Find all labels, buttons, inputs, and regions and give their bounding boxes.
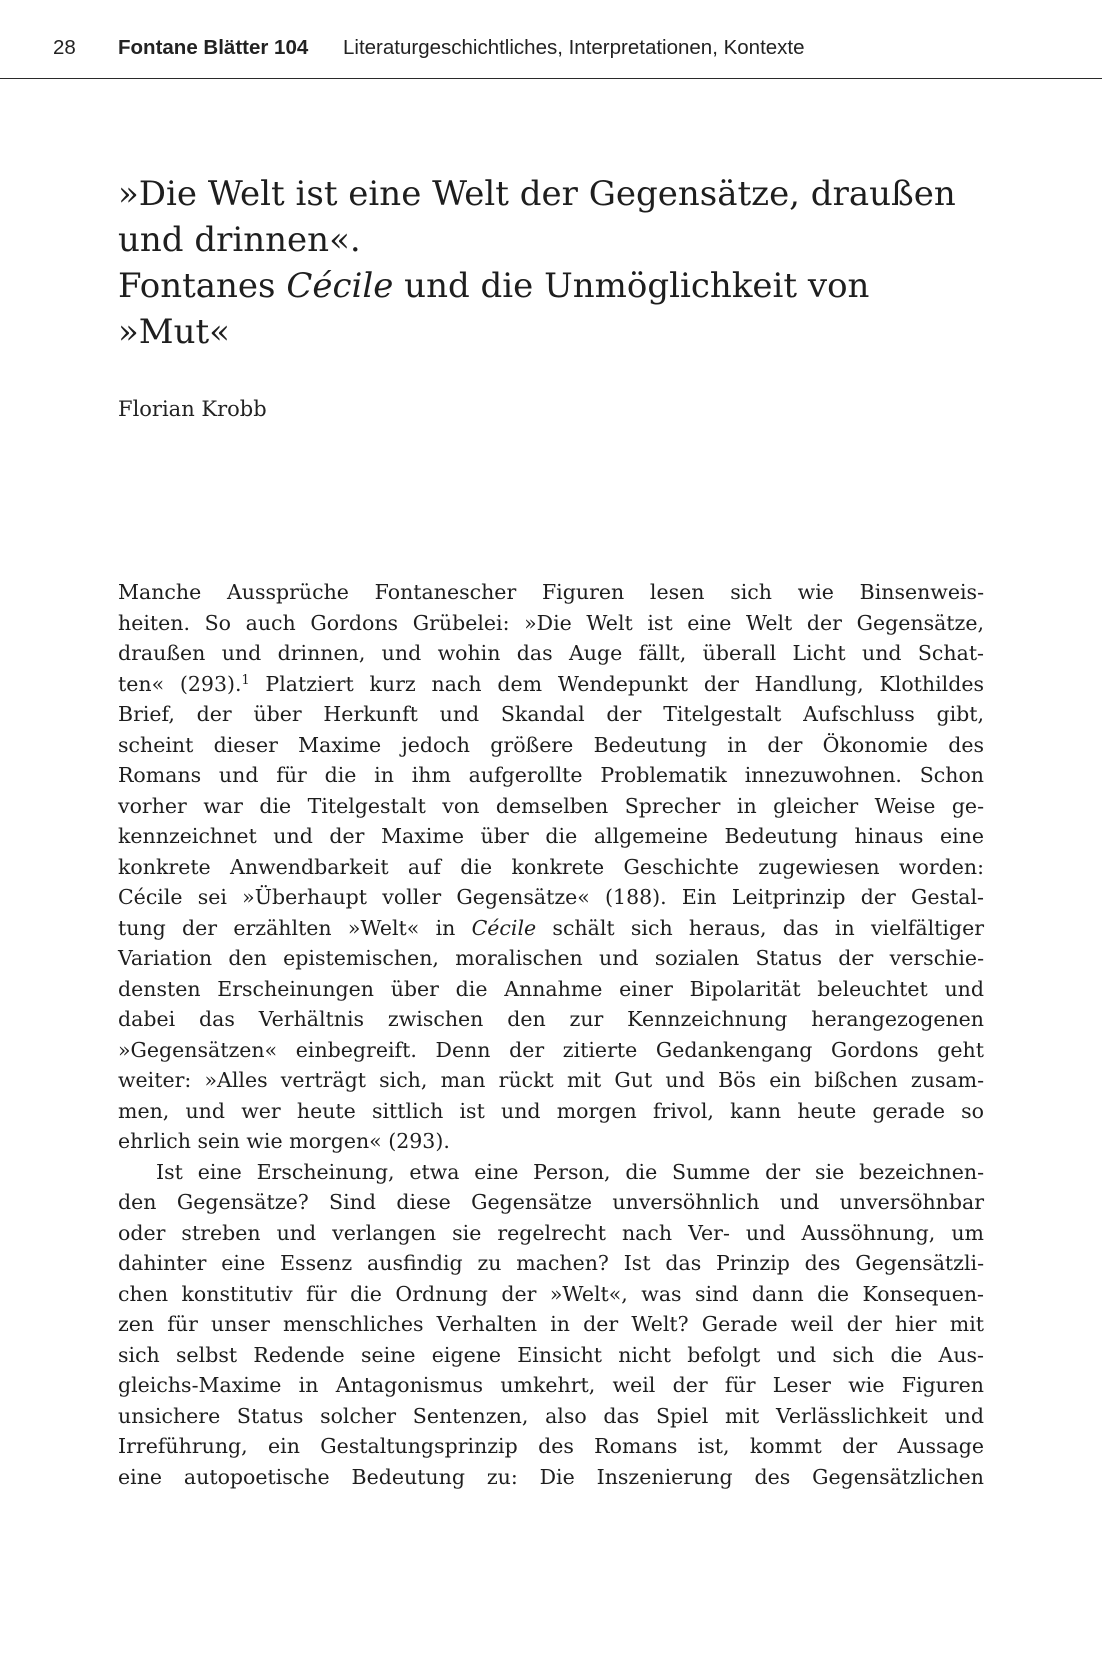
text-line: oder streben und verlangen sie regelrecht nach Ver- und Aussöhnung, um	[118, 1220, 984, 1245]
text-line: ehrlich sein wie morgen« (293).	[118, 1129, 450, 1153]
text-line	[118, 913, 984, 944]
text-line: heiten. So auch Gordons Grübelei: »Die Welt ist eine Welt der Gegensätze,	[118, 610, 984, 635]
article-body	[118, 577, 984, 1492]
text-run: tung der erzählten »Welt« in	[118, 915, 472, 940]
text-line: eine autopoetische Bedeutung zu: Die Inszenierung des Gegensätzlichen	[118, 1464, 984, 1489]
italic-work-title: Cécile	[471, 915, 537, 940]
title-italic-work: Cécile	[286, 266, 394, 306]
title-line: »Mut«	[118, 312, 230, 352]
title-line: »Die Welt ist eine Welt der Gegensätze, draußen	[118, 174, 956, 214]
author-name: Florian Krobb	[118, 397, 267, 421]
text-line: Variation den epistemischen, moralischen und sozialen Status der verschie-	[118, 946, 984, 970]
text-line: draußen und drinnen, und wohin das Auge fällt, überall Licht und Schat-	[118, 641, 984, 665]
text-line: unsichere Status solcher Sentenzen, also das Spiel mit Verlässlichkeit und	[118, 1403, 984, 1428]
paragraph	[118, 577, 984, 1157]
text-line: zen für unser menschliches Verhalten in der Welt? Gerade weil der hier mit	[118, 1312, 984, 1336]
text-line: dabei das Verhältnis zwischen den zur Kennzeichnung herangezogenen	[118, 1007, 984, 1031]
title-text: Fontanes	[118, 266, 287, 306]
section-subtitle: Literaturgeschichtliches, Interpretationen, Kontexte	[343, 36, 805, 59]
text-line: gleichs-Maxime in Antagonismus umkehrt, weil der für Leser wie Figuren	[118, 1373, 984, 1397]
text-line: kennzeichnet und der Maxime über die allgemeine Bedeutung hinaus eine	[118, 824, 984, 848]
text-line: chen konstitutiv für die Ordnung der »Welt«, was sind dann die Konsequen-	[118, 1281, 984, 1306]
page-number: 28	[53, 36, 76, 59]
paragraph	[118, 1157, 984, 1493]
text-line: »Gegensätzen« einbegreift. Denn der zitierte Gedankengang Gordons geht	[118, 1037, 984, 1062]
running-head	[0, 0, 1102, 79]
title-line	[118, 263, 1018, 309]
text-line: Ist eine Erscheinung, etwa eine Person, die Summe der sie bezeichnen-	[156, 1159, 984, 1184]
text-line: den Gegensätze? Sind diese Gegensätze unversöhnlich und unversöhnbar	[118, 1190, 984, 1214]
text-line: Manche Aussprüche Fontanescher Figuren lesen sich wie Binsenweis-	[118, 580, 984, 604]
text-line: scheint dieser Maxime jedoch größere Bedeutung in der Ökonomie des	[118, 732, 984, 757]
text-line: weiter: »Alles verträgt sich, man rückt mit Gut und Bös ein bißchen zusam-	[118, 1068, 984, 1092]
text-line: sich selbst Redende seine eigene Einsicht nicht befolgt und sich die Aus-	[118, 1342, 984, 1367]
text-line: dahinter eine Essenz ausfindig zu machen? Ist das Prinzip des Gegensätzli-	[118, 1251, 984, 1275]
title-line: und drinnen«.	[118, 220, 361, 260]
text-run: schält sich heraus, das in vielfältiger	[536, 915, 984, 940]
text-line: vorher war die Titelgestalt von demselben Sprecher in gleicher Weise ge-	[118, 793, 984, 818]
text-line: konkrete Anwendbarkeit auf die konkrete Geschichte zugewiesen worden:	[118, 854, 984, 879]
text-line: men, und wer heute sittlich ist und morgen frivol, kann heute gerade so	[118, 1098, 984, 1123]
text-line: densten Erscheinungen über die Annahme einer Bipolarität beleuchtet und	[118, 976, 984, 1001]
title-text: und die Unmöglichkeit von	[393, 266, 870, 306]
journal-title: Fontane Blätter 104	[118, 36, 309, 59]
text-line	[118, 669, 984, 700]
text-run: ten« (293).	[118, 671, 242, 696]
text-line: Brief, der über Herkunft und Skandal der Titelgestalt Aufschluss gibt,	[118, 702, 984, 726]
text-line: Romans und für die in ihm aufgerollte Problematik innezuwohnen. Schon	[118, 763, 984, 787]
text-line: Cécile sei »Überhaupt voller Gegensätze« (188). Ein Leitprinzip der Gestal-	[118, 885, 984, 909]
text-line: Irreführung, ein Gestaltungsprinzip des Romans ist, kommt der Aussage	[118, 1434, 984, 1458]
footnote-marker[interactable]: 1	[241, 671, 250, 687]
text-run: Platziert kurz nach dem Wendepunkt der Handlung, Klothildes	[249, 671, 984, 696]
article-title	[118, 171, 1018, 355]
